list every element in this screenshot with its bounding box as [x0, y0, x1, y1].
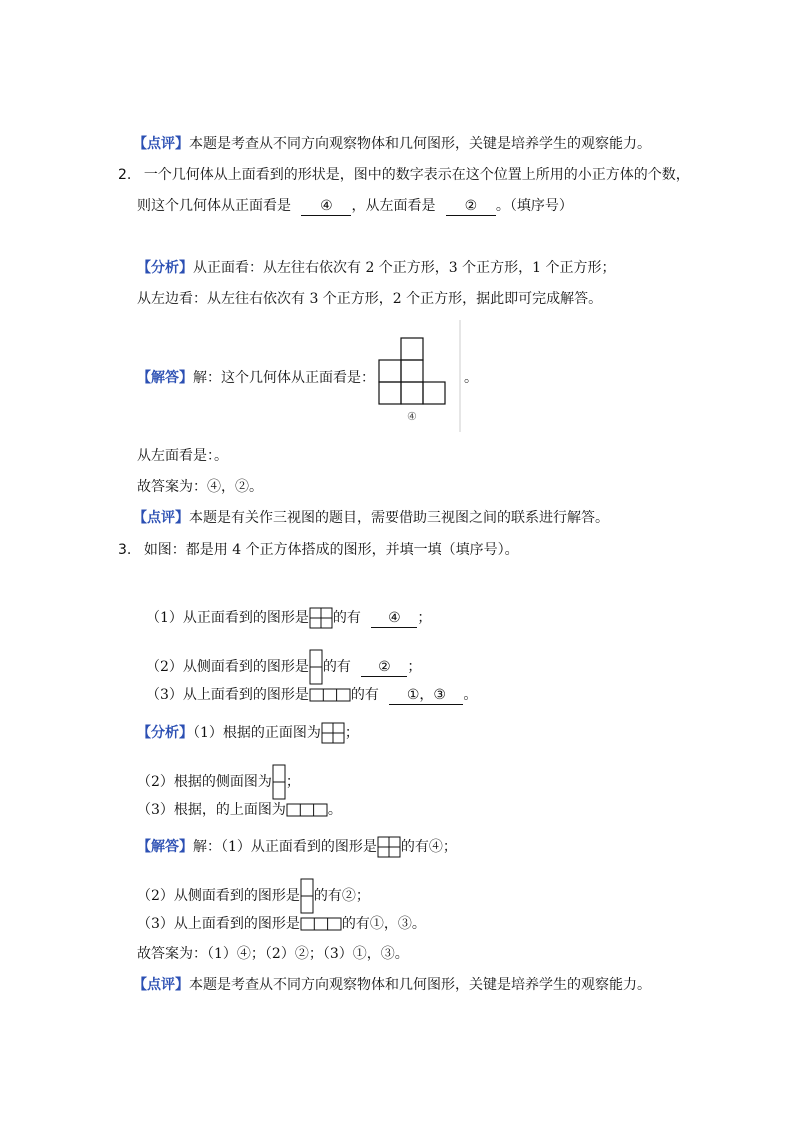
q2-analysis-line-1	[137, 258, 616, 278]
part-end: ；	[417, 610, 432, 626]
analysis-end: ；	[344, 725, 359, 741]
analysis-text: （1）根据的正面图为	[193, 725, 321, 741]
part-text: （1）从正面看到的图形是	[146, 610, 309, 626]
question-stem: 如图：都是用 4 个正方体搭成的图形，并填一填（填序号）。	[143, 542, 519, 558]
q2-comment-line	[133, 508, 609, 528]
answer-text: 的有①，③。	[341, 916, 426, 932]
front-view-figure	[374, 320, 462, 432]
q3-analysis-1	[137, 722, 359, 744]
horizontal-3-squares-icon	[309, 688, 351, 702]
question-stem: 一个几何体从上面看到的形状是，图中的数字表示在这个位置上所用的小正方体的个数，	[143, 167, 690, 183]
q3-answer-3	[137, 914, 426, 934]
horizontal-3-squares-icon	[286, 803, 328, 817]
q2-answer-line-2	[137, 446, 228, 466]
analysis-text: 从正面看：从左往右依次有 2 个正方形，3 个正方形，1 个正方形；	[193, 260, 616, 276]
q3-stem-line	[118, 540, 519, 560]
final-answer: 故答案为：（1）④；（2）②；（3）①，③。	[137, 946, 409, 962]
q2-stem-line-1	[118, 165, 690, 185]
q3-part-3	[146, 685, 477, 705]
final-answer: 故答案为：④，②。	[137, 479, 263, 495]
vertical-2-squares-icon	[300, 878, 314, 914]
part-text: （2）从侧面看到的图形是	[146, 659, 309, 675]
part-text: （3）从上面看到的图形是	[146, 687, 309, 703]
analysis-end: 。	[327, 802, 342, 818]
analysis-tag: 【分析】	[137, 260, 193, 276]
answer-text: （2）从侧面看到的图形是	[137, 888, 300, 904]
answer-text: 从左面看是：。	[137, 448, 228, 464]
answer-text: （3）从上面看到的图形是	[137, 916, 300, 932]
front-view-drawing	[374, 320, 462, 432]
comment-tag: 【点评】	[133, 136, 189, 152]
q3-comment-line	[133, 975, 651, 995]
answer-text: 的有②；	[313, 888, 370, 904]
analysis-tag: 【分析】	[137, 725, 193, 741]
comment-text: 本题是考查从不同方向观察物体和几何图形，关键是培养学生的观察能力。	[189, 136, 651, 152]
analysis-text: （2）根据的侧面图为	[137, 774, 272, 790]
answer-text-end: 。	[464, 370, 478, 386]
part-text: 的有	[322, 659, 351, 675]
figure-label: ④	[407, 410, 417, 423]
question-stem-part: 则这个几何体从正面看是	[137, 198, 291, 214]
question-number: 2.	[118, 167, 132, 183]
answer-tag: 【解答】	[137, 370, 193, 386]
analysis-end: ；	[285, 774, 300, 790]
part-end: 。	[463, 687, 478, 703]
vertical-2-squares-icon	[309, 649, 323, 685]
question-stem-part: 。（填序号）	[495, 198, 573, 214]
answer-text: 的有④；	[400, 839, 457, 855]
answer-blank-left: ②	[446, 197, 496, 216]
answer-tag: 【解答】	[137, 839, 193, 855]
part-text: 的有	[350, 687, 379, 703]
q3-analysis-3	[137, 800, 342, 820]
comment-text: 本题是有关作三视图的题目，需要借助三视图之间的联系进行解答。	[189, 510, 609, 526]
answer-blank: ①，③	[389, 686, 463, 705]
q2-stem-line-2	[137, 196, 573, 216]
horizontal-3-squares-icon	[300, 917, 342, 931]
comment-tag: 【点评】	[133, 977, 189, 993]
vertical-2-squares-icon	[272, 764, 286, 800]
grid-2x2-icon	[309, 607, 333, 629]
q3-answer-2	[137, 878, 370, 914]
q3-part-1	[146, 607, 431, 629]
part-text: 的有	[332, 610, 361, 626]
comment-text: 本题是考查从不同方向观察物体和几何图形，关键是培养学生的观察能力。	[189, 977, 651, 993]
grid-2x2-icon	[377, 836, 401, 858]
q2-answer-line-3	[137, 477, 263, 497]
part-end: ；	[407, 659, 422, 675]
answer-blank: ②	[361, 658, 407, 677]
question-number: 3.	[118, 542, 132, 558]
q2-analysis-line-2	[137, 289, 602, 309]
comment-tag: 【点评】	[133, 510, 189, 526]
q1-comment-line	[133, 134, 651, 154]
q3-final-answer	[137, 944, 409, 964]
answer-blank-front: ④	[301, 197, 351, 216]
answer-text: 解：（1）从正面看到的图形是	[193, 839, 377, 855]
answer-text: 解：这个几何体从正面看是：	[193, 370, 375, 386]
q3-analysis-2	[137, 764, 300, 800]
q2-answer-line-1-end	[464, 368, 478, 388]
grid-2x2-icon	[321, 722, 345, 744]
question-stem-part: ，从左面看是	[351, 198, 436, 214]
answer-blank: ④	[371, 609, 417, 628]
q3-answer-1	[137, 836, 457, 858]
analysis-text: 从左边看：从左往右依次有 3 个正方形，2 个正方形，据此即可完成解答。	[137, 291, 603, 307]
q2-answer-line-1	[137, 368, 375, 388]
analysis-text: （3）根据，的上面图为	[137, 802, 286, 818]
q3-part-2	[146, 649, 421, 685]
